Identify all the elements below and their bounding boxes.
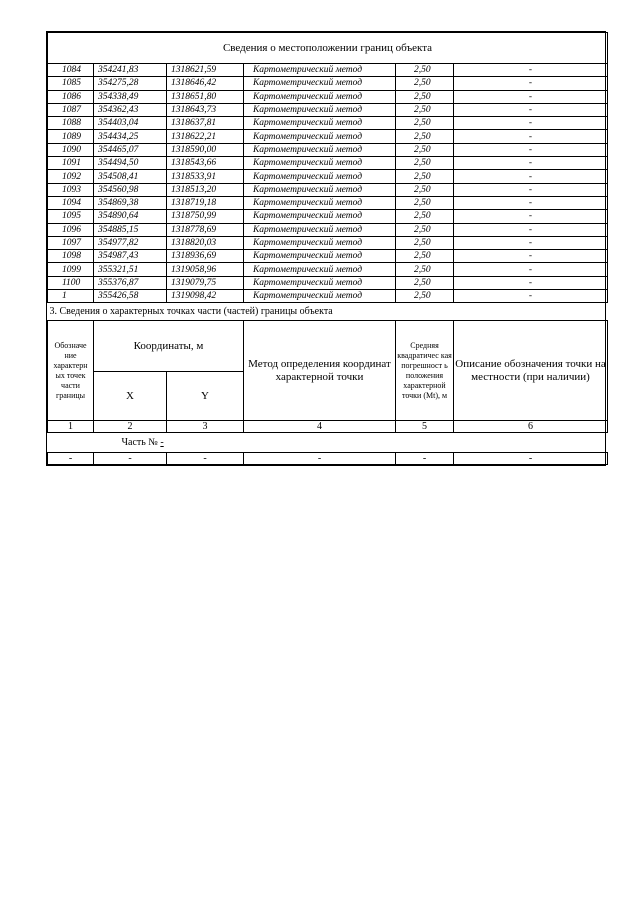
col-number: 3 [167, 421, 244, 433]
col-number: 6 [454, 421, 608, 433]
coord-x: 354275,28 [94, 77, 167, 90]
description-cell: - [454, 77, 608, 90]
description-cell: - [454, 117, 608, 130]
point-number: 1084 [48, 64, 94, 77]
empty-cell: - [48, 453, 94, 465]
description-cell: - [454, 170, 608, 183]
table-row [48, 103, 608, 116]
coord-y: 1318543,66 [167, 157, 244, 170]
table-row [48, 263, 608, 276]
empty-cell: - [244, 453, 396, 465]
description-cell: - [454, 64, 608, 77]
coord-y: 1318533,91 [167, 170, 244, 183]
coord-y: 1318719,18 [167, 196, 244, 209]
coord-y: 1318513,20 [167, 183, 244, 196]
mt-cell: 2,50 [396, 130, 454, 143]
description-cell: - [454, 143, 608, 156]
description-cell: - [454, 103, 608, 116]
coord-y: 1318778,69 [167, 223, 244, 236]
description-cell: - [454, 130, 608, 143]
mt-cell: 2,50 [396, 196, 454, 209]
description-cell: - [454, 290, 608, 303]
description-cell: - [454, 210, 608, 223]
coord-y: 1319098,42 [167, 290, 244, 303]
point-number: 1 [48, 290, 94, 303]
mt-cell: 2,50 [396, 290, 454, 303]
point-number: 1094 [48, 196, 94, 209]
col-number: 1 [48, 421, 94, 433]
description-cell: - [454, 223, 608, 236]
part-label: Часть № [121, 437, 158, 449]
coord-y: 1318646,42 [167, 77, 244, 90]
point-number: 1091 [48, 157, 94, 170]
method-cell: Картометрический метод [244, 236, 396, 249]
document-sheet [46, 31, 606, 466]
description-cell: - [454, 183, 608, 196]
point-number: 1093 [48, 183, 94, 196]
method-cell: Картометрический метод [244, 250, 396, 263]
boundary-table [47, 32, 608, 465]
coord-x: 355426,58 [94, 290, 167, 303]
mt-cell: 2,50 [396, 117, 454, 130]
coord-x: 354560,98 [94, 183, 167, 196]
table-row [48, 210, 608, 223]
method-cell: Картометрический метод [244, 130, 396, 143]
mt-cell: 2,50 [396, 236, 454, 249]
mt-cell: 2,50 [396, 250, 454, 263]
point-number: 1092 [48, 170, 94, 183]
coord-x: 354890,64 [94, 210, 167, 223]
method-cell: Картометрический метод [244, 276, 396, 289]
table-row [48, 223, 608, 236]
table-title: Сведения о местоположении границ объекта [48, 33, 608, 64]
mt-cell: 2,50 [396, 263, 454, 276]
header-coordinates: Координаты, м [94, 321, 244, 372]
mt-cell: 2,50 [396, 157, 454, 170]
empty-cell: - [396, 453, 454, 465]
description-cell: - [454, 157, 608, 170]
method-cell: Картометрический метод [244, 210, 396, 223]
mt-cell: 2,50 [396, 210, 454, 223]
point-number: 1098 [48, 250, 94, 263]
coord-x: 354869,38 [94, 196, 167, 209]
header-x: X [94, 372, 167, 421]
table-row [48, 143, 608, 156]
table-row [48, 157, 608, 170]
method-cell: Картометрический метод [244, 64, 396, 77]
description-cell: - [454, 250, 608, 263]
table-row [48, 130, 608, 143]
coord-x: 354885,15 [94, 223, 167, 236]
col-number: 2 [94, 421, 167, 433]
point-number: 1088 [48, 117, 94, 130]
description-cell: - [454, 90, 608, 103]
point-number: 1089 [48, 130, 94, 143]
coord-x: 354403,04 [94, 117, 167, 130]
point-number: 1096 [48, 223, 94, 236]
method-cell: Картометрический метод [244, 117, 396, 130]
table-row [48, 290, 608, 303]
empty-cell: - [167, 453, 244, 465]
method-cell: Картометрический метод [244, 290, 396, 303]
point-number: 1086 [48, 90, 94, 103]
table-row [48, 117, 608, 130]
coord-y: 1318750,99 [167, 210, 244, 223]
coord-y: 1318643,73 [167, 103, 244, 116]
part-value: - [160, 437, 164, 449]
coord-y: 1319058,96 [167, 263, 244, 276]
coord-y: 1318590,00 [167, 143, 244, 156]
mt-cell: 2,50 [396, 77, 454, 90]
table-row [48, 196, 608, 209]
empty-cell: - [94, 453, 167, 465]
coord-x: 354508,41 [94, 170, 167, 183]
mt-cell: 2,50 [396, 223, 454, 236]
header-designation: Обозначе ние характерн ых точек части границы [48, 321, 94, 421]
mt-cell: 2,50 [396, 64, 454, 77]
mt-cell: 2,50 [396, 90, 454, 103]
description-cell: - [454, 276, 608, 289]
point-number: 1090 [48, 143, 94, 156]
coord-y: 1318651,80 [167, 90, 244, 103]
coord-x: 354494,50 [94, 157, 167, 170]
method-cell: Картометрический метод [244, 157, 396, 170]
coord-x: 354362,43 [94, 103, 167, 116]
mt-cell: 2,50 [396, 170, 454, 183]
coord-y: 1319079,75 [167, 276, 244, 289]
table-row [48, 170, 608, 183]
coord-x: 354987,43 [94, 250, 167, 263]
method-cell: Картометрический метод [244, 223, 396, 236]
coord-y: 1318622,21 [167, 130, 244, 143]
method-cell: Картометрический метод [244, 103, 396, 116]
table-row [48, 64, 608, 77]
header-description: Описание обозначения точки на местности (при наличии) [454, 321, 608, 421]
coord-x: 354434,25 [94, 130, 167, 143]
coord-y: 1318621,59 [167, 64, 244, 77]
section-3-title: 3. Сведения о характерных точках части (частей) границы объекта [48, 303, 608, 321]
coord-x: 355376,87 [94, 276, 167, 289]
coord-x: 354338,49 [94, 90, 167, 103]
description-cell: - [454, 236, 608, 249]
point-number: 1085 [48, 77, 94, 90]
boundary-table-frame [46, 31, 606, 466]
part-label-cell [48, 433, 608, 453]
header-y: Y [167, 372, 244, 421]
point-number: 1095 [48, 210, 94, 223]
coord-x: 355321,51 [94, 263, 167, 276]
col-number: 4 [244, 421, 396, 433]
mt-cell: 2,50 [396, 276, 454, 289]
coord-y: 1318820,03 [167, 236, 244, 249]
table-row [48, 77, 608, 90]
table-row [48, 183, 608, 196]
method-cell: Картометрический метод [244, 263, 396, 276]
header-method: Метод определения координат характерной точки [244, 321, 396, 421]
point-number: 1100 [48, 276, 94, 289]
point-number: 1087 [48, 103, 94, 116]
table-row [48, 236, 608, 249]
empty-cell: - [454, 453, 608, 465]
description-cell: - [454, 196, 608, 209]
coord-x: 354241,83 [94, 64, 167, 77]
header-mt: Средняя квадратичес кая погрешност ь положения характерной точки (Mt), м [396, 321, 454, 421]
method-cell: Картометрический метод [244, 143, 396, 156]
col-number: 5 [396, 421, 454, 433]
mt-cell: 2,50 [396, 183, 454, 196]
table-row [48, 250, 608, 263]
coord-y: 1318637,81 [167, 117, 244, 130]
method-cell: Картометрический метод [244, 196, 396, 209]
mt-cell: 2,50 [396, 143, 454, 156]
method-cell: Картометрический метод [244, 183, 396, 196]
table-row [48, 90, 608, 103]
point-number: 1097 [48, 236, 94, 249]
description-cell: - [454, 263, 608, 276]
method-cell: Картометрический метод [244, 77, 396, 90]
mt-cell: 2,50 [396, 103, 454, 116]
table-row [48, 276, 608, 289]
coord-x: 354977,82 [94, 236, 167, 249]
coord-x: 354465,07 [94, 143, 167, 156]
method-cell: Картометрический метод [244, 170, 396, 183]
point-number: 1099 [48, 263, 94, 276]
method-cell: Картометрический метод [244, 90, 396, 103]
coord-y: 1318936,69 [167, 250, 244, 263]
